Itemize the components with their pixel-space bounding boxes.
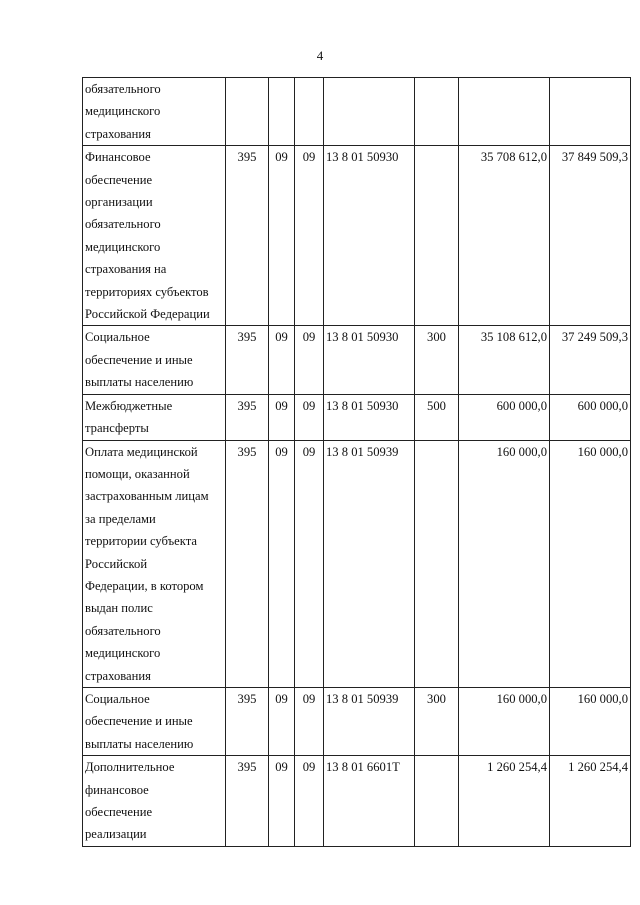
item-name-line: страхования на bbox=[85, 262, 167, 277]
cell-gr: 395 bbox=[226, 146, 269, 326]
budget-table bbox=[82, 77, 631, 847]
cell-amount-2: 37 849 509,3 bbox=[550, 146, 631, 326]
item-name-line: реализации bbox=[85, 827, 147, 842]
cell-rz: 09 bbox=[269, 756, 295, 847]
item-name-line: помощи, оказанной bbox=[85, 466, 190, 481]
cell-cs: 13 8 01 50930 bbox=[324, 326, 415, 394]
cell-amount-2: 160 000,0 bbox=[550, 687, 631, 755]
table-row bbox=[83, 146, 631, 326]
cell-vr bbox=[415, 78, 459, 146]
item-name-line: Финансовое bbox=[85, 150, 151, 165]
item-name-line: Социальное bbox=[85, 691, 150, 706]
item-name-line: обязательного bbox=[85, 82, 161, 96]
cell-amount-2: 600 000,0 bbox=[550, 394, 631, 440]
cell-gr: 395 bbox=[226, 394, 269, 440]
cell-cs: 13 8 01 50939 bbox=[324, 440, 415, 687]
cell-vr: 500 bbox=[415, 394, 459, 440]
cell-cs: 13 8 01 6601Т bbox=[324, 756, 415, 847]
item-name-line: застрахованным лицам bbox=[85, 489, 209, 504]
cell-item-name bbox=[83, 326, 226, 394]
cell-rz: 09 bbox=[269, 146, 295, 326]
cell-amount-1: 35 108 612,0 bbox=[459, 326, 550, 394]
item-name-line: обязательного bbox=[85, 623, 161, 638]
cell-vr: 300 bbox=[415, 326, 459, 394]
item-name-line: обеспечение bbox=[85, 805, 153, 819]
cell-gr: 395 bbox=[226, 756, 269, 847]
cell-rz bbox=[269, 78, 295, 146]
cell-gr: 395 bbox=[226, 687, 269, 755]
cell-pr bbox=[295, 78, 324, 146]
cell-rz: 09 bbox=[269, 326, 295, 394]
item-name-line: Оплата медицинской bbox=[85, 444, 198, 459]
cell-item-name bbox=[83, 78, 226, 146]
cell-pr: 09 bbox=[295, 394, 324, 440]
cell-item-name bbox=[83, 394, 226, 440]
item-name-line: трансферты bbox=[85, 421, 149, 436]
cell-amount-1: 160 000,0 bbox=[459, 687, 550, 755]
cell-amount-1: 35 708 612,0 bbox=[459, 146, 550, 326]
cell-pr: 09 bbox=[295, 440, 324, 687]
cell-amount-2: 37 249 509,3 bbox=[550, 326, 631, 394]
page-number: 4 bbox=[316, 48, 324, 63]
item-name-line: медицинского bbox=[85, 104, 161, 119]
item-name-line: Межбюджетные bbox=[85, 398, 173, 413]
item-name-line: медицинского bbox=[85, 239, 161, 254]
table-row bbox=[83, 394, 631, 440]
cell-amount-1 bbox=[459, 78, 550, 146]
item-name-line: обеспечение и иные bbox=[85, 714, 193, 729]
table-row bbox=[83, 78, 631, 146]
item-name-line: финансовое bbox=[85, 782, 149, 797]
budget-table-body bbox=[83, 78, 631, 847]
cell-vr bbox=[415, 146, 459, 326]
cell-amount-2: 160 000,0 bbox=[550, 440, 631, 687]
cell-gr: 395 bbox=[226, 326, 269, 394]
cell-rz: 09 bbox=[269, 687, 295, 755]
item-name-line: медицинского bbox=[85, 646, 161, 661]
cell-item-name bbox=[83, 146, 226, 326]
cell-gr: 395 bbox=[226, 440, 269, 687]
item-name-line: обеспечение bbox=[85, 172, 153, 187]
item-name-line: Российской bbox=[85, 556, 148, 571]
cell-amount-1: 600 000,0 bbox=[459, 394, 550, 440]
cell-amount-1: 1 260 254,4 bbox=[459, 756, 550, 847]
cell-amount-1: 160 000,0 bbox=[459, 440, 550, 687]
table-row bbox=[83, 326, 631, 394]
cell-pr: 09 bbox=[295, 756, 324, 847]
cell-item-name bbox=[83, 687, 226, 755]
cell-cs bbox=[324, 78, 415, 146]
item-name-line: за пределами bbox=[85, 511, 156, 526]
cell-item-name bbox=[83, 756, 226, 847]
table-row bbox=[83, 440, 631, 687]
item-name-line: Российской Федерации bbox=[85, 307, 210, 322]
cell-cs: 13 8 01 50939 bbox=[324, 687, 415, 755]
item-name-line: Социальное bbox=[85, 330, 150, 345]
table-row bbox=[83, 687, 631, 755]
item-name-line: организации bbox=[85, 195, 153, 210]
cell-vr bbox=[415, 756, 459, 847]
cell-pr: 09 bbox=[295, 326, 324, 394]
cell-cs: 13 8 01 50930 bbox=[324, 146, 415, 326]
item-name-line: Федерации, в котором bbox=[85, 578, 204, 593]
item-name-line: обязательного bbox=[85, 217, 161, 232]
cell-pr: 09 bbox=[295, 687, 324, 755]
cell-rz: 09 bbox=[269, 394, 295, 440]
table-row bbox=[83, 756, 631, 847]
cell-rz: 09 bbox=[269, 440, 295, 687]
cell-vr bbox=[415, 440, 459, 687]
item-name-line: выдан полис bbox=[85, 601, 153, 616]
cell-pr: 09 bbox=[295, 146, 324, 326]
cell-cs: 13 8 01 50930 bbox=[324, 394, 415, 440]
cell-item-name bbox=[83, 440, 226, 687]
item-name-line: страхования bbox=[85, 126, 151, 141]
item-name-line: территориях субъектов bbox=[85, 284, 209, 299]
item-name-line: выплаты населению bbox=[85, 375, 194, 390]
item-name-line: Дополнительное bbox=[85, 760, 175, 775]
cell-gr bbox=[226, 78, 269, 146]
item-name-line: страхования bbox=[85, 668, 151, 683]
cell-amount-2: 1 260 254,4 bbox=[550, 756, 631, 847]
item-name-line: территории субъекта bbox=[85, 534, 197, 549]
cell-amount-2 bbox=[550, 78, 631, 146]
cell-vr: 300 bbox=[415, 687, 459, 755]
item-name-line: обеспечение и иные bbox=[85, 352, 193, 367]
item-name-line: выплаты населению bbox=[85, 736, 194, 751]
